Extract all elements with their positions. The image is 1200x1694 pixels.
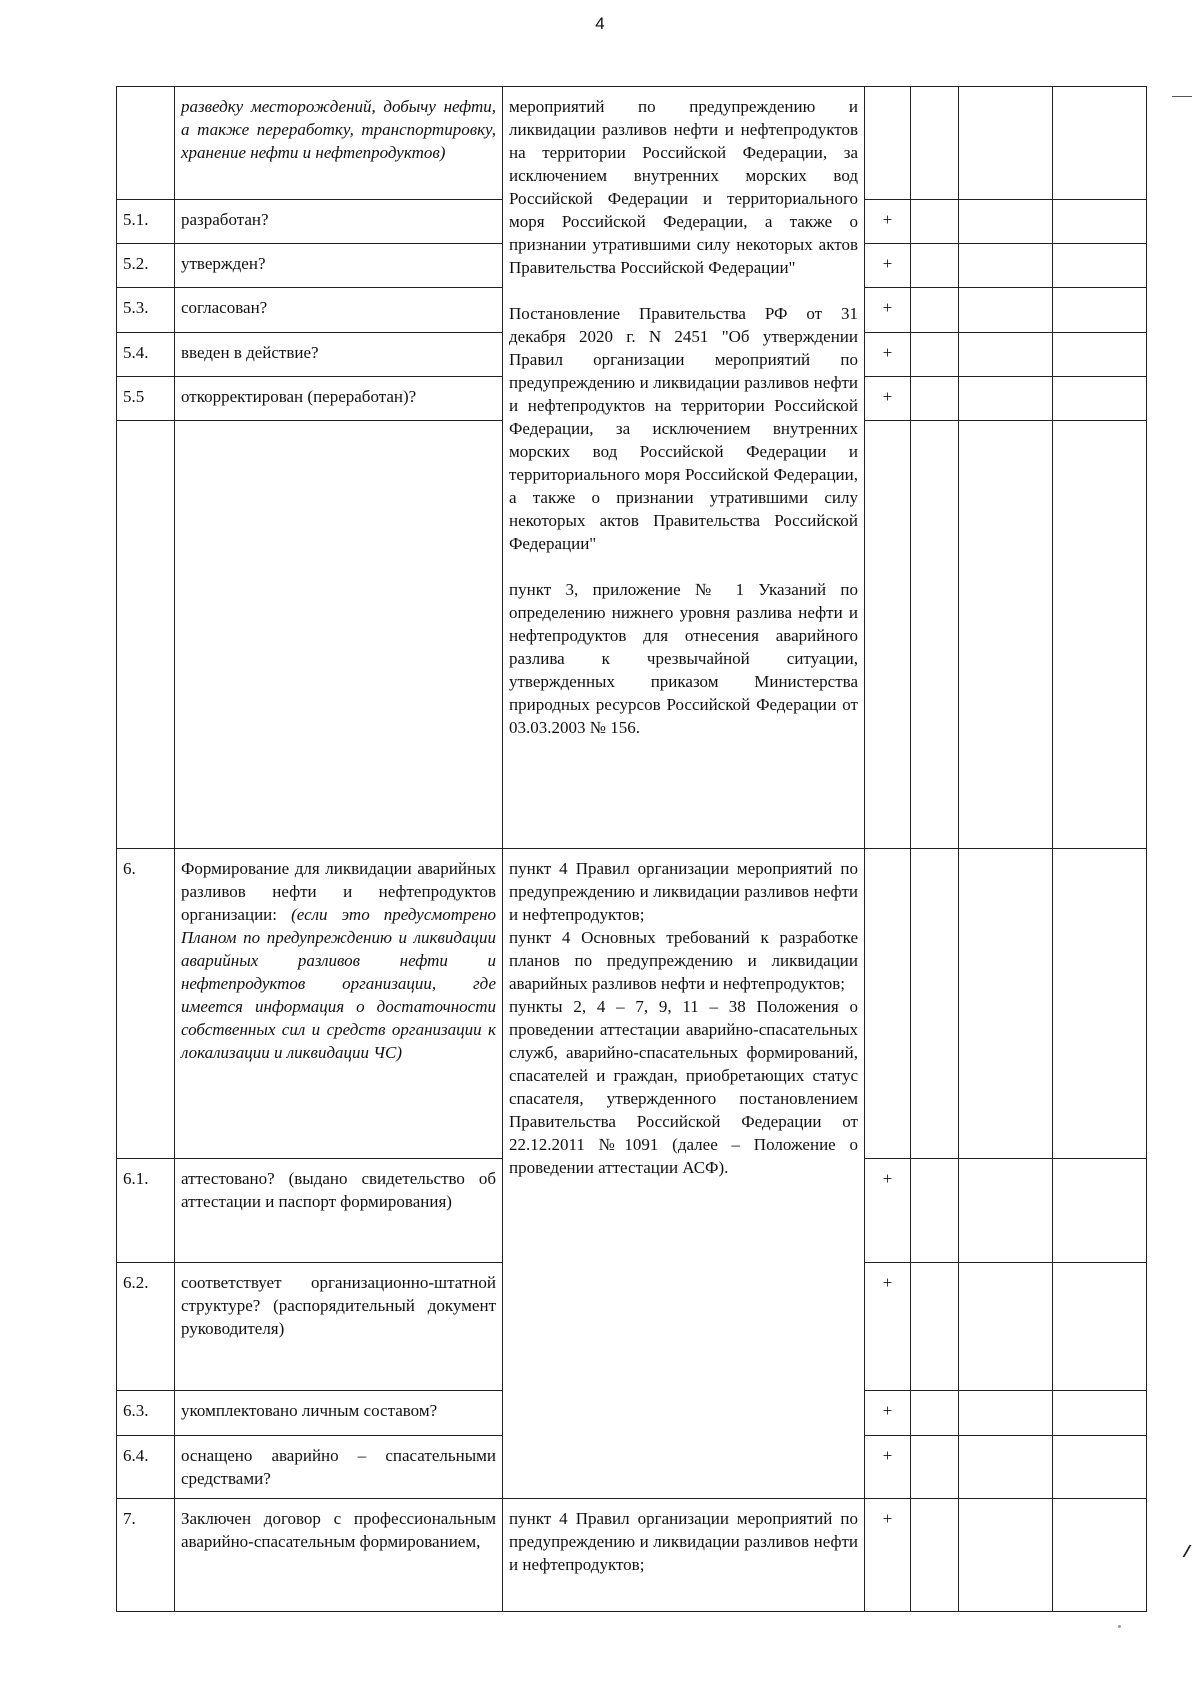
- note-cell: [1053, 244, 1147, 288]
- answer-yes-mark: +: [865, 288, 911, 333]
- question-text: Формирование для ликвидации аварийных разливов нефти и нефтепродуктов организации:: [181, 859, 496, 924]
- answer-no-cell: [911, 1263, 959, 1391]
- note-cell: [1053, 1499, 1147, 1612]
- item-number: 6.2.: [117, 1263, 175, 1391]
- table-row: [117, 87, 1147, 200]
- note-cell: [1053, 87, 1147, 200]
- answer-na-cell: [959, 1436, 1053, 1499]
- legal-basis-text: пункт 4 Правил организации мероприятий по предупреждению и ликвидации разливов нефти и нефтепродуктов;: [509, 1509, 858, 1574]
- legal-basis-cell: [503, 1499, 865, 1612]
- answer-no-cell: [911, 1159, 959, 1263]
- question-cell: оснащено аварийно – спасательными средствами?: [175, 1436, 503, 1499]
- answer-yes-mark: +: [865, 1391, 911, 1436]
- answer-na-cell: [959, 1263, 1053, 1391]
- answer-yes-mark: +: [865, 200, 911, 244]
- answer-yes-mark: +: [865, 1159, 911, 1263]
- question-cell: согласован?: [175, 288, 503, 333]
- answer-yes-cell: [865, 421, 911, 849]
- answer-yes-cell: [865, 849, 911, 1159]
- answer-yes-mark: +: [865, 1436, 911, 1499]
- answer-na-cell: [959, 288, 1053, 333]
- legal-basis-text: пункт 4 Основных требований к разработке планов по предупреждению и ликвидации аварийных разливов нефти и нефтепродуктов;: [509, 928, 858, 993]
- question-cell: введен в действие?: [175, 333, 503, 377]
- item-number: 6.1.: [117, 1159, 175, 1263]
- answer-no-cell: [911, 87, 959, 200]
- question-cell: [175, 421, 503, 849]
- item-number: 5.5: [117, 377, 175, 421]
- answer-na-cell: [959, 849, 1053, 1159]
- answer-no-cell: [911, 244, 959, 288]
- question-cell: [175, 849, 503, 1159]
- item-number: 5.3.: [117, 288, 175, 333]
- answer-na-cell: [959, 333, 1053, 377]
- item-number: 6.3.: [117, 1391, 175, 1436]
- item-number: 6.4.: [117, 1436, 175, 1499]
- note-cell: [1053, 1391, 1147, 1436]
- item-number: 7.: [117, 1499, 175, 1612]
- item-number: 6.: [117, 849, 175, 1159]
- question-note: (если это предусмотрено Планом по предупреждению и ликвидации аварийных разливов нефти и нефтепродуктов организации, где имеется информация о достаточности собственных сил и средств организации к локализации и ликвидации ЧС): [181, 905, 496, 1062]
- question-cell: укомплектовано личным составом?: [175, 1391, 503, 1436]
- note-cell: [1053, 200, 1147, 244]
- answer-yes-mark: +: [865, 244, 911, 288]
- answer-na-cell: [959, 87, 1053, 200]
- legal-basis-text: пункт 4 Правил организации мероприятий по предупреждению и ликвидации разливов нефти и нефтепродуктов;: [509, 859, 858, 924]
- scan-speck: [1118, 1625, 1121, 1628]
- answer-no-cell: [911, 333, 959, 377]
- answer-na-cell: [959, 1499, 1053, 1612]
- answer-yes-mark: +: [865, 1263, 911, 1391]
- question-cell: Заключен договор с профессиональным аварийно-спасательным формированием,: [175, 1499, 503, 1612]
- answer-no-cell: [911, 1391, 959, 1436]
- table-row: [117, 849, 1147, 1159]
- note-cell: [1053, 1159, 1147, 1263]
- answer-na-cell: [959, 1391, 1053, 1436]
- item-number: 5.4.: [117, 333, 175, 377]
- note-cell: [1053, 1436, 1147, 1499]
- legal-basis-cell: [503, 849, 865, 1499]
- answer-no-cell: [911, 849, 959, 1159]
- answer-yes-mark: +: [865, 377, 911, 421]
- legal-basis-text: пункт 3, приложение № 1 Указаний по определению нижнего уровня разлива нефти и нефтепродуктов для отнесения аварийного разлива к чрезвычайной ситуации, утвержденных приказом Министерства природных ресурсов Российской Федерации от 03.03.2003 № 156.: [509, 580, 858, 737]
- item-number: 5.1.: [117, 200, 175, 244]
- note-cell: [1053, 1263, 1147, 1391]
- answer-na-cell: [959, 421, 1053, 849]
- answer-yes-mark: +: [865, 333, 911, 377]
- question-cell: разработан?: [175, 200, 503, 244]
- question-cell: разведку месторождений, добычу нефти, а также переработку, транспортировку, хранение нефти и нефтепродуктов): [175, 87, 503, 200]
- margin-dash: [1172, 96, 1192, 97]
- answer-na-cell: [959, 1159, 1053, 1263]
- note-cell: [1053, 333, 1147, 377]
- margin-pen-mark: [1183, 1545, 1198, 1557]
- legal-basis-text: мероприятий по предупреждению и ликвидации разливов нефти и нефтепродуктов на территории Российской Федерации, за исключением внутренних морских вод Российской Федерации и территориального моря Российской Федерации, а также о признании утратившими силу некоторых актов Правительства Российской Федерации": [509, 97, 858, 277]
- note-cell: [1053, 849, 1147, 1159]
- legal-basis-cell: [503, 87, 865, 849]
- answer-na-cell: [959, 200, 1053, 244]
- question-cell: аттестовано? (выдано свидетельство об аттестации и паспорт формирования): [175, 1159, 503, 1263]
- question-cell: откорректирован (переработан)?: [175, 377, 503, 421]
- number-cell: [117, 421, 175, 849]
- item-number: 5.2.: [117, 244, 175, 288]
- note-cell: [1053, 421, 1147, 849]
- note-cell: [1053, 377, 1147, 421]
- legal-basis-text: пункты 2, 4 – 7, 9, 11 – 38 Положения о проведении аттестации аварийно-спасательных служб, аварийно-спасательных формирований, спасателей и граждан, приобретающих статус спасателя, утвержденного постановлением Правительства Российской Федерации от 22.12.2011 №1091 (далее – Положение о проведении аттестации АСФ).: [509, 997, 858, 1177]
- answer-no-cell: [911, 200, 959, 244]
- page-number: 4: [595, 14, 605, 33]
- answer-na-cell: [959, 244, 1053, 288]
- table-row: [117, 1499, 1147, 1612]
- question-cell: соответствует организационно-штатной структуре? (распорядительный документ руководителя): [175, 1263, 503, 1391]
- checklist-table: [116, 86, 1147, 1612]
- note-cell: [1053, 288, 1147, 333]
- answer-no-cell: [911, 377, 959, 421]
- answer-na-cell: [959, 377, 1053, 421]
- answer-no-cell: [911, 421, 959, 849]
- legal-basis-text: Постановление Правительства РФ от 31 декабря 2020 г. N 2451 "Об утверждении Правил организации мероприятий по предупреждению и ликвидации разливов нефти и нефтепродуктов на территории Российской Федерации, за исключением внутренних морских вод Российской Федерации и территориального моря Российской Федерации, а также о признании утратившими силу некоторых актов Правительства Российской Федерации": [509, 304, 858, 553]
- question-cell: утвержден?: [175, 244, 503, 288]
- answer-no-cell: [911, 288, 959, 333]
- number-cell: [117, 87, 175, 200]
- answer-yes-cell: [865, 87, 911, 200]
- answer-no-cell: [911, 1499, 959, 1612]
- answer-no-cell: [911, 1436, 959, 1499]
- answer-yes-mark: +: [865, 1499, 911, 1612]
